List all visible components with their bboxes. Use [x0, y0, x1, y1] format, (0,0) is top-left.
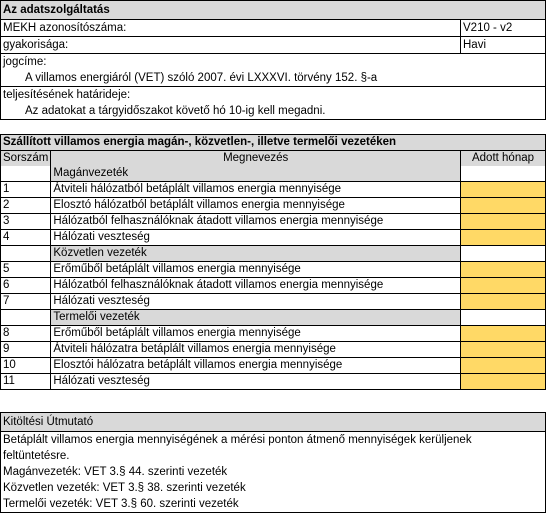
data-provision-section: [0, 0, 546, 120]
row-name: Hálózati veszteség: [51, 230, 461, 246]
month-value-input[interactable]: [461, 294, 546, 310]
table-row: [1, 230, 545, 246]
deadline-label: teljesítésének határideje:: [3, 89, 131, 101]
col-header-month: Adott hónap: [461, 151, 546, 167]
row-name: Hálózati veszteség: [51, 374, 461, 390]
row-number: [1, 166, 51, 182]
month-value-input[interactable]: [461, 182, 546, 198]
instructions-line: Közvetlen vezeték: VET 3.§ 38. szerinti vezeték: [3, 482, 246, 494]
deadline-value: Az adatokat a tárgyidőszakot követő hó 10-ig kell megadni.: [25, 105, 326, 117]
instructions-title: Kitöltési Útmutató: [1, 413, 545, 432]
energy-table: [1, 135, 545, 389]
table-row: [1, 214, 545, 230]
instructions-line: Termelői vezeték: VET 3.§ 60. szerinti vezeték: [3, 498, 239, 510]
row-number: [1, 246, 51, 262]
row-name: Átviteli hálózatra betáplált villamos energia mennyisége: [51, 342, 461, 358]
section-label: Termelői vezeték: [51, 310, 461, 326]
month-value-input[interactable]: [461, 262, 546, 278]
month-value-input[interactable]: [461, 374, 546, 390]
month-value-input[interactable]: [461, 278, 546, 294]
month-value-input[interactable]: [461, 230, 546, 246]
row-number: 1: [1, 182, 51, 198]
instructions-line: feltüntetésre.: [3, 450, 70, 462]
section-empty-cell: [461, 310, 546, 326]
row-number: 5: [1, 262, 51, 278]
row-number: 11: [1, 374, 51, 390]
mekh-row: [1, 20, 545, 37]
row-name: Hálózatból felhasználóknak átadott villamos energia mennyisége: [51, 214, 461, 230]
table-section-row: [1, 246, 545, 262]
table-section-row: [1, 166, 545, 182]
month-value-input[interactable]: [461, 342, 546, 358]
row-number: 6: [1, 278, 51, 294]
row-name: Elosztói hálózatra betáplált villamos energia mennyisége: [51, 358, 461, 374]
table-row: [1, 262, 545, 278]
table-title: Szállított villamos energia magán-, közvetlen-, illetve termelői vezetéken: [1, 135, 545, 151]
row-number: 7: [1, 294, 51, 310]
row-number: 3: [1, 214, 51, 230]
month-value-input[interactable]: [461, 326, 546, 342]
row-number: 8: [1, 326, 51, 342]
row-name: Elosztó hálózatból betáplált villamos energia mennyisége: [51, 198, 461, 214]
instructions-line: Magánvezeték: VET 3.§ 44. szerinti vezeték: [3, 466, 228, 478]
row-name: Hálózatból felhasználóknak átadott villamos energia mennyisége: [51, 278, 461, 294]
section-title: Az adatszolgáltatás: [1, 1, 545, 20]
table-title-row: [1, 135, 545, 151]
row-number: [1, 310, 51, 326]
frequency-row: [1, 37, 545, 54]
section-empty-cell: [461, 246, 546, 262]
month-value-input[interactable]: [461, 198, 546, 214]
mekh-value: V210 - v2: [460, 20, 545, 36]
section-label: Magánvezeték: [51, 166, 461, 182]
row-number: 10: [1, 358, 51, 374]
legal-basis-label: jogcíme:: [3, 56, 47, 68]
frequency-label: gyakorisága:: [3, 39, 69, 51]
table-row: [1, 182, 545, 198]
row-name: Erőműből betáplált villamos energia mennyisége: [51, 262, 461, 278]
table-row: [1, 326, 545, 342]
table-row: [1, 278, 545, 294]
table-row: [1, 294, 545, 310]
row-name: Erőműből betáplált villamos energia mennyisége: [51, 326, 461, 342]
row-name: Átviteli hálózatból betáplált villamos energia mennyisége: [51, 182, 461, 198]
table-section-row: [1, 310, 545, 326]
legal-basis-value: A villamos energiáról (VET) szóló 2007. évi LXXXVI. törvény 152. §-a: [1, 70, 545, 87]
month-value-input[interactable]: [461, 358, 546, 374]
table-row: [1, 358, 545, 374]
row-name: Hálózati veszteség: [51, 294, 461, 310]
table-row: [1, 374, 545, 390]
mekh-label: MEKH azonosítószáma:: [3, 22, 127, 34]
instructions-line: Betáplált villamos energia mennyiségének a mérési ponton átmenő mennyiségek kerüljenek: [3, 434, 472, 446]
section-empty-cell: [461, 166, 546, 182]
table-header-row: [1, 151, 545, 167]
instructions-section: [0, 412, 546, 513]
month-value-input[interactable]: [461, 214, 546, 230]
section-label: Közvetlen vezeték: [51, 246, 461, 262]
col-header-name: Megnevezés: [51, 151, 461, 167]
row-number: 4: [1, 230, 51, 246]
table-row: [1, 342, 545, 358]
energy-table-section: [0, 134, 546, 390]
table-row: [1, 198, 545, 214]
col-header-number: Sorszám: [1, 151, 51, 167]
frequency-value: Havi: [460, 37, 545, 53]
row-number: 2: [1, 198, 51, 214]
row-number: 9: [1, 342, 51, 358]
